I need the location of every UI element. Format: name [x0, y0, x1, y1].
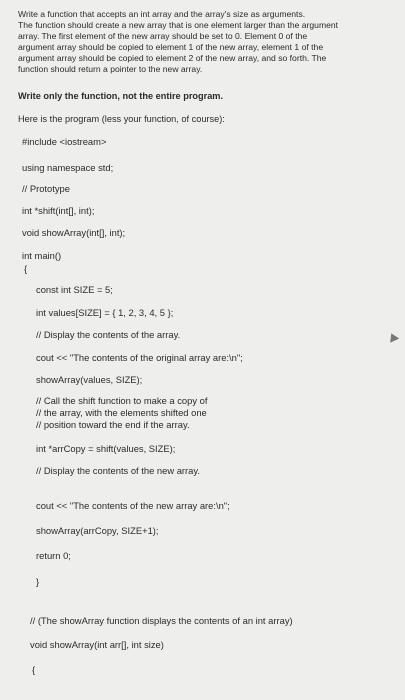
code-line: int main() — [22, 250, 62, 261]
code-line: cout << "The contents of the new array are:\n"; — [36, 500, 230, 511]
code-line: // Display the contents of the new array. — [36, 465, 200, 476]
code-line: // the array, with the elements shifted one — [36, 407, 207, 418]
code-line: { — [24, 263, 28, 274]
intro-line: function should return a pointer to the new array. — [18, 64, 203, 74]
code-line: cout << "The contents of the original array are:\n"; — [36, 352, 243, 363]
code-line: // Prototype — [22, 183, 70, 194]
code-line: void showArray(int arr[], int size) — [30, 639, 164, 650]
code-line: // Display the contents of the array. — [36, 329, 181, 340]
intro-line: array. The first element of the new array should be set to 0. Element 0 of the — [18, 31, 308, 41]
code-line: #include <iostream> — [22, 136, 107, 147]
code-line: void showArray(int[], int); — [22, 227, 126, 238]
intro-line: argument array should be copied to element 2 of the new array, and so forth. The — [18, 53, 327, 63]
code-line: // position toward the end if the array. — [36, 419, 190, 430]
code-line: int *arrCopy = shift(values, SIZE); — [36, 443, 176, 454]
code-line: // Call the shift function to make a copy of — [36, 395, 208, 406]
intro-line: The function should create a new array that is one element larger than the argument — [18, 20, 339, 30]
code-line: using namespace std; — [22, 162, 114, 173]
code-line: showArray(arrCopy, SIZE+1); — [36, 525, 159, 536]
code-line: int *shift(int[], int); — [22, 205, 95, 216]
code-line: { — [32, 664, 36, 675]
code-line: } — [36, 576, 40, 587]
instruction: Write only the function, not the entire program. — [18, 91, 224, 101]
mouse-cursor-icon — [387, 331, 399, 342]
code-line: return 0; — [36, 550, 71, 561]
code-line: showArray(values, SIZE); — [36, 374, 143, 385]
intro-line: argument array should be copied to element 1 of the new array, element 1 of the — [18, 42, 324, 52]
code-line: const int SIZE = 5; — [36, 284, 113, 295]
code-line: // (The showArray function displays the contents of an int array) — [30, 615, 293, 626]
program-intro: Here is the program (less your function, of course): — [18, 114, 225, 124]
intro-line: Write a function that accepts an int array and the array's size as arguments. — [18, 9, 306, 19]
code-line: int values[SIZE] = { 1, 2, 3, 4, 5 }; — [36, 307, 174, 318]
